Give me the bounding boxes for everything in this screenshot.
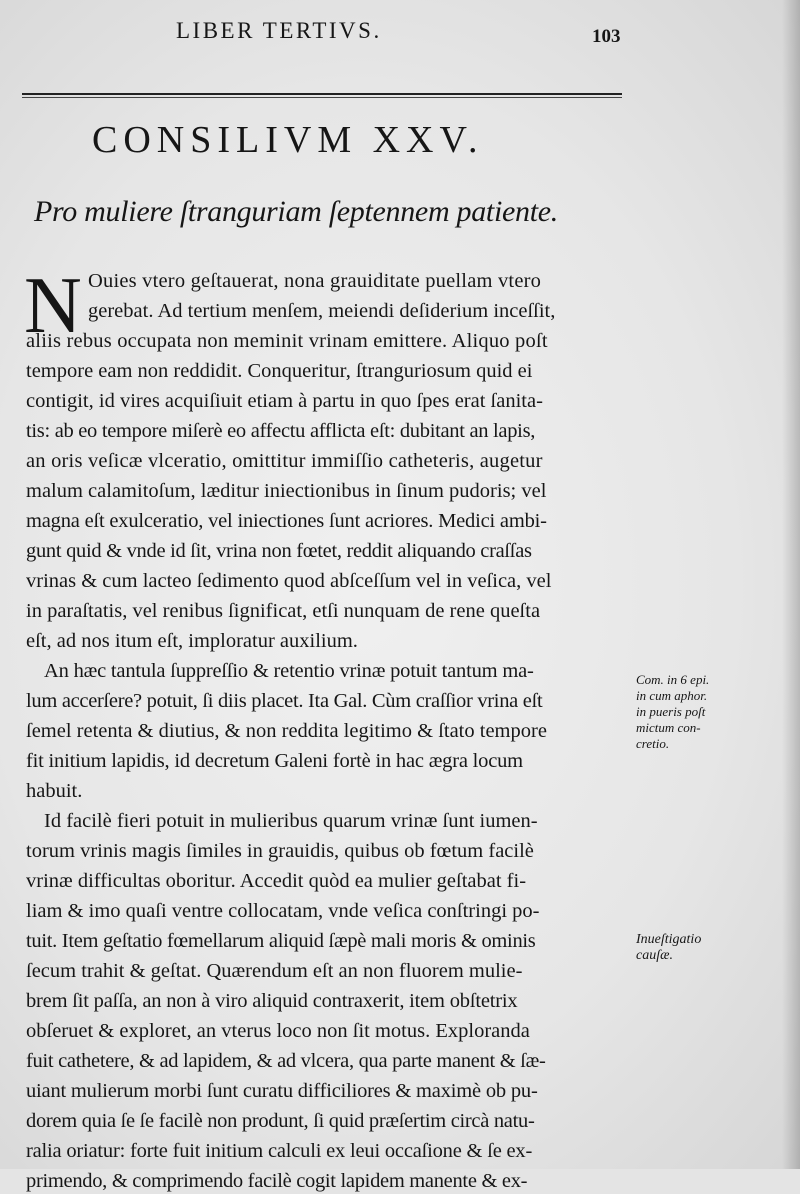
margin-note-line: cretio.	[636, 736, 670, 751]
margin-note-galen	[636, 672, 709, 752]
text-line: obſeruet & exploret, an vterus loco non ſit motus. Exploranda	[26, 1020, 530, 1042]
running-head: LIBER TERTIVS.	[176, 18, 382, 43]
text-line: Ouies vtero geſtauerat, nona grauiditate puellam vtero	[88, 270, 542, 292]
text-line: eſt, ad nos itum eſt, imploratur auxilium.	[26, 630, 358, 652]
text-line: in paraſtatis, vel renibus ſignificat, etſi nunquam de rene queſta	[26, 600, 541, 622]
text-line: lum accerſere? potuit, ſi diis placet. Ita Gal. Cùm craſſior vrina eſt	[26, 690, 543, 712]
drop-cap: N	[24, 262, 82, 350]
margin-note-line: Com. in 6 epi.	[636, 672, 710, 687]
text-line: primendo, & comprimendo facilè cogit lapidem manente & ex-	[26, 1170, 528, 1192]
header-rule	[22, 93, 622, 98]
text-line: torum vrinis magis ſimiles in grauidis, quibus ob fœtum facilè	[26, 840, 534, 862]
text-line: fit initium lapidis, id decretum Galeni fortè in hac ægra locum	[26, 750, 523, 772]
text-line: aliis rebus occupata non meminit vrinam emittere. Aliquo poſt	[26, 330, 548, 352]
margin-note-line: cauſæ.	[636, 948, 673, 963]
text-line: magna eſt exulceratio, vel iniectiones ſunt acriores. Medici ambi-	[26, 510, 547, 532]
text-line: Id facilè fieri potuit in mulieribus quarum vrinæ ſunt iumen-	[44, 810, 538, 832]
text-line: An hæc tantula ſuppreſſio & retentio vrinæ potuit tantum ma-	[44, 660, 534, 682]
text-line: gerebat. Ad tertium menſem, meiendi deſiderium inceſſit,	[88, 300, 556, 322]
page-edge-shadow	[782, 0, 800, 1169]
text-line: uiant mulierum morbi ſunt curatu difficiliores & maximè ob pu-	[26, 1080, 538, 1102]
margin-note-line: mictum con-	[636, 720, 701, 735]
text-line: ſecum trahit & geſtat. Quærendum eſt an non fluorem mulie-	[26, 960, 523, 982]
page-title: CONSILIVM XXV.	[92, 119, 484, 161]
text-line: an oris veſicæ vlceratio, omittitur immiſſio catheteris, augetur	[26, 450, 543, 472]
page-subtitle: Pro muliere ſtranguriam ſeptennem patiente.	[34, 195, 558, 228]
text-line: tuit. Item geſtatio fœmellarum aliquid ſæpè mali moris & ominis	[26, 930, 536, 952]
text-line: dorem quia ſe ſe facilè non produnt, ſi quid præſertim circà natu-	[26, 1110, 535, 1132]
text-line: vrinæ difficultas oboritur. Accedit quòd ea mulier geſtabat fi-	[26, 870, 527, 892]
text-line: contigit, id vires acquiſiuit etiam à partu in quo ſpes erat ſanita-	[26, 390, 543, 412]
text-line: malum calamitoſum, læditur iniectionibus in ſinum pudoris; vel	[26, 480, 547, 502]
margin-note-causes	[636, 932, 701, 964]
margin-note-line: Inueſtigatio	[636, 932, 702, 947]
text-line: brem ſit paſſa, an non à viro aliquid contraxerit, item obſtetrix	[26, 990, 518, 1012]
margin-note-line: in cum aphor.	[636, 688, 708, 703]
text-line: ralia oriatur: forte fuit initium calculi ex leui occaſione & ſe ex-	[26, 1140, 533, 1162]
text-line: vrinas & cum lacteo ſedimento quod abſceſſum vel in veſica, vel	[26, 570, 552, 592]
text-line: habuit.	[26, 780, 83, 802]
text-line: fuit cathetere, & ad lapidem, & ad vlcera, qua parte manent & ſæ-	[26, 1050, 546, 1072]
text-line: liam & imo quaſi ventre collocatam, vnde veſica conſtringi po-	[26, 900, 540, 922]
margin-note-line: in pueris poſt	[636, 704, 706, 719]
text-line: tis: ab eo tempore miſerè eo affectu afflicta eſt: dubitant an lapis,	[26, 420, 536, 442]
text-line: ſemel retenta & diutius, & non reddita legitimo & ſtato tempore	[26, 720, 547, 742]
text-line: gunt quid & vnde id ſit, vrina non fœtet, reddit aliquando craſſas	[26, 540, 532, 562]
page-number: 103	[592, 26, 621, 47]
text-line: tempore eam non reddidit. Conqueritur, ſtranguriosum quid ei	[26, 360, 533, 382]
